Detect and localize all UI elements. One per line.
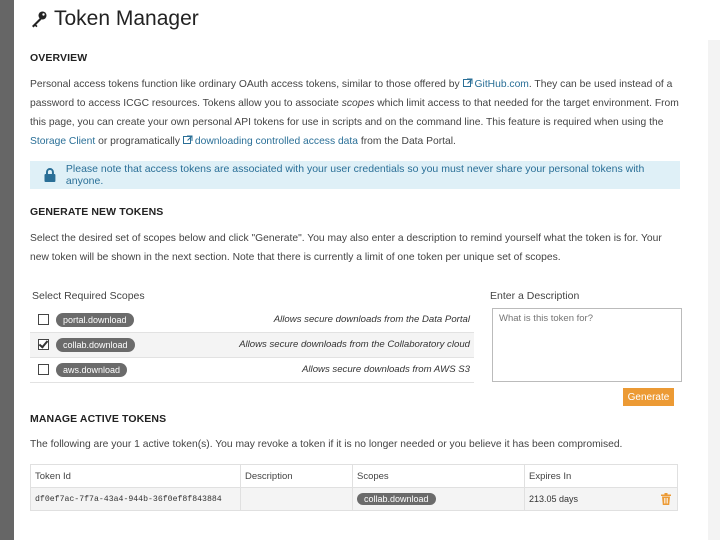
overview-text-part: from the Data Portal. xyxy=(360,136,456,147)
overview-text-part: or programatically xyxy=(98,136,180,147)
title-bar xyxy=(20,0,720,40)
page-title xyxy=(30,7,199,31)
lock-icon xyxy=(44,168,56,182)
token-id-cell: df0ef7ac-7f7a-43a4-944b-36f0ef8f843884 xyxy=(31,488,241,511)
table-row xyxy=(31,488,678,511)
scope-pill: portal.download xyxy=(56,313,134,327)
table-header-row xyxy=(31,465,678,488)
main-panel xyxy=(20,40,708,540)
scope-row-collab[interactable] xyxy=(30,333,474,358)
description-input[interactable] xyxy=(492,308,682,382)
scope-description: Allows secure downloads from AWS S3 xyxy=(302,364,470,375)
overview-text-part: which limit access to that needed for the target environment. From this page, you can create your own personal API tokens for use in scripts and on the command line. This feature is required when using the xyxy=(30,98,679,128)
generate-button[interactable]: Generate xyxy=(623,388,674,406)
scope-description: Allows secure downloads from the Data Portal xyxy=(273,314,470,325)
column-header: Description xyxy=(241,465,353,488)
manage-intro: The following are your 1 active token(s). You may revoke a token if it is no longer needed or you believe it has been compromised. xyxy=(30,439,623,450)
scope-checkbox-checked[interactable] xyxy=(38,339,49,350)
scope-pill: collab.download xyxy=(357,493,436,505)
overview-text-part: Personal access tokens function like ordinary OAuth access tokens, similar to those offered by xyxy=(30,79,460,90)
column-header: Expires In xyxy=(525,465,678,488)
tokens-table xyxy=(30,464,678,511)
scope-pill: aws.download xyxy=(56,363,127,377)
github-link-text: GitHub.com xyxy=(474,79,529,90)
scope-checkbox[interactable] xyxy=(38,364,49,375)
scope-checkbox[interactable] xyxy=(38,314,49,325)
scope-row-aws[interactable] xyxy=(30,358,474,383)
description-cell xyxy=(241,488,353,511)
scopes-label: Select Required Scopes xyxy=(32,290,145,302)
github-link[interactable] xyxy=(463,79,529,90)
column-header: Scopes xyxy=(353,465,525,488)
column-header: Token Id xyxy=(31,465,241,488)
generate-intro: Select the desired set of scopes below and click "Generate". You may also enter a description to remind yourself what the token is for. Your new token will be shown in the next section. Note that there is currently a limit of one token per unique set of scopes. xyxy=(30,233,662,263)
trash-icon[interactable] xyxy=(661,493,671,505)
scope-row-portal[interactable] xyxy=(30,308,474,333)
scopes-word: scopes xyxy=(341,98,375,109)
alert-text: Please note that access tokens are associated with your user credentials so you must never share your personal tokens with anyone. xyxy=(65,163,645,187)
overview-heading: OVERVIEW xyxy=(30,52,88,64)
download-link[interactable] xyxy=(183,136,358,147)
storage-client-link[interactable]: Storage Client xyxy=(30,136,96,147)
key-icon xyxy=(30,10,48,28)
expires-value: 213.05 days xyxy=(529,494,579,504)
page-title-text: Token Manager xyxy=(54,7,199,30)
scopes-cell xyxy=(353,488,525,511)
security-alert xyxy=(30,161,680,189)
overview-text-part: . They can be used instead of a password to access ICGC resources. Tokens allow you to associate xyxy=(30,79,673,109)
page xyxy=(20,0,720,540)
download-link-text: downloading controlled access data xyxy=(194,136,359,147)
overview-text xyxy=(30,75,680,151)
generate-heading: GENERATE NEW TOKENS xyxy=(30,206,164,218)
expires-cell xyxy=(525,488,678,511)
description-label: Enter a Description xyxy=(490,290,580,302)
scope-pill: collab.download xyxy=(56,338,135,352)
window-left-edge xyxy=(0,0,14,540)
manage-heading: MANAGE ACTIVE TOKENS xyxy=(30,413,167,425)
external-link-icon xyxy=(183,135,193,145)
scope-description: Allows secure downloads from the Collaboratory cloud xyxy=(239,339,470,350)
external-link-icon xyxy=(463,78,473,88)
